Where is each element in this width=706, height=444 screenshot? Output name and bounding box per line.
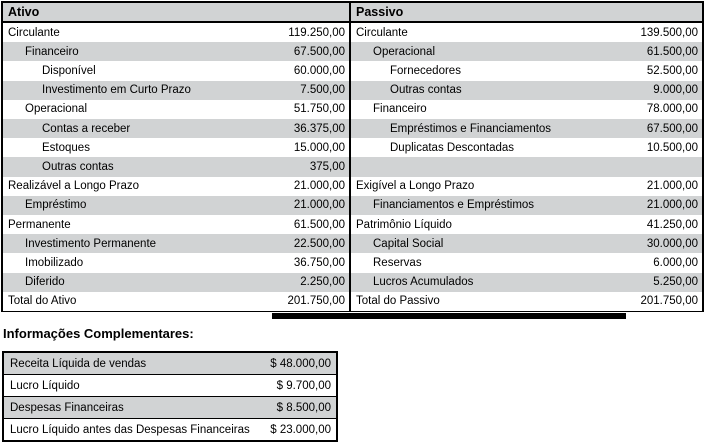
- row-value: 5.250,00: [653, 276, 698, 289]
- totals-underline: [272, 313, 626, 319]
- row-value: 9.000,00: [653, 84, 698, 97]
- row-value: 52.500,00: [646, 65, 698, 77]
- row-value: 2.250,00: [300, 276, 345, 289]
- table-row: [3, 273, 349, 292]
- table-row: [4, 396, 336, 418]
- row-value: 36.750,00: [293, 257, 345, 270]
- row-value: 201.750,00: [640, 295, 698, 308]
- row-value: 61.500,00: [293, 218, 345, 231]
- row-value: 67.500,00: [293, 45, 345, 58]
- row-label: Disponível: [42, 65, 96, 77]
- row-value: 41.250,00: [646, 218, 698, 231]
- table-row: [351, 273, 702, 292]
- row-value: 60.000,00: [293, 65, 345, 77]
- row-label: Lucro Líquido antes das Despesas Financeiras: [10, 423, 250, 436]
- row-label: Total do Ativo: [8, 295, 77, 308]
- row-value: 21.000,00: [646, 180, 698, 193]
- row-value: 119.250,00: [288, 26, 345, 39]
- row-label: Circulante: [8, 26, 60, 39]
- row-label: Despesas Financeiras: [10, 401, 124, 414]
- complementary-table: [2, 351, 338, 442]
- row-value: 21.000,00: [646, 199, 698, 212]
- table-row: [3, 119, 349, 138]
- row-label: Patrimônio Líquido: [356, 218, 452, 231]
- passivo-rows: [351, 23, 702, 311]
- row-value: 21.000,00: [293, 180, 345, 193]
- row-value: 10.500,00: [646, 141, 698, 154]
- row-label: Realizável a Longo Prazo: [8, 180, 140, 193]
- row-value: 7.500,00: [300, 84, 345, 97]
- balance-sheet-table: [1, 1, 704, 312]
- table-row: [351, 253, 702, 272]
- table-row: [351, 157, 702, 176]
- row-label: Circulante: [356, 26, 408, 39]
- row-label: Lucro Líquido: [10, 379, 80, 392]
- table-row: [351, 196, 702, 215]
- row-label: Investimento Permanente: [25, 237, 157, 250]
- table-row: [3, 138, 349, 157]
- row-label: Exigível a Longo Prazo: [356, 180, 475, 193]
- row-label: Investimento em Curto Prazo: [42, 84, 191, 97]
- table-row: [351, 292, 702, 311]
- row-label: Outras contas: [42, 161, 114, 174]
- row-label: Operacional: [25, 103, 88, 116]
- row-value: $ 48.000,00: [270, 357, 331, 370]
- row-value: $ 8.500,00: [276, 401, 331, 414]
- table-row: [3, 177, 349, 196]
- table-row: [3, 253, 349, 272]
- table-row: [3, 196, 349, 215]
- row-label: Empréstimos e Financiamentos: [390, 122, 552, 135]
- table-row: [4, 353, 336, 374]
- table-row: [351, 100, 702, 119]
- table-row: [3, 292, 349, 311]
- row-label: Total do Passivo: [356, 295, 440, 308]
- table-row: [4, 374, 336, 396]
- table-row: [351, 138, 702, 157]
- row-value: 67.500,00: [646, 122, 698, 135]
- table-row: [3, 61, 349, 80]
- row-label: Receita Líquida de vendas: [10, 357, 147, 370]
- table-row: [3, 42, 349, 61]
- row-label: Capital Social: [373, 237, 444, 250]
- row-value: $ 9.700,00: [276, 379, 331, 392]
- table-row: [3, 234, 349, 253]
- row-label: Contas a receber: [42, 122, 131, 135]
- ativo-rows: [3, 23, 349, 311]
- row-value: 30.000,00: [646, 237, 698, 250]
- table-row: [351, 42, 702, 61]
- table-row: [3, 157, 349, 176]
- table-row: [351, 177, 702, 196]
- table-row: [3, 215, 349, 234]
- ativo-header: Ativo: [3, 3, 349, 23]
- ativo-column: [3, 3, 349, 311]
- row-label: Reservas: [373, 257, 422, 270]
- table-row: [3, 100, 349, 119]
- row-label: Outras contas: [390, 84, 462, 97]
- row-label: Financiamentos e Empréstimos: [373, 199, 535, 212]
- row-value: 21.000,00: [293, 199, 345, 212]
- row-label: Imobilizado: [25, 257, 84, 270]
- complementary-heading: Informações Complementares:: [3, 326, 194, 341]
- row-value: $ 23.000,00: [270, 423, 331, 436]
- table-row: [351, 23, 702, 42]
- row-label: Diferido: [25, 276, 65, 289]
- row-value: 6.000,00: [653, 257, 698, 270]
- row-label: Operacional: [373, 45, 436, 58]
- row-value: 139.500,00: [640, 26, 698, 39]
- table-row: [351, 81, 702, 100]
- passivo-column: [349, 3, 702, 311]
- row-value: 78.000,00: [646, 103, 698, 116]
- row-label: Empréstimo: [25, 199, 87, 212]
- table-row: [351, 215, 702, 234]
- row-value: 36.375,00: [293, 122, 345, 135]
- row-label: Permanente: [8, 218, 71, 231]
- row-value: 201.750,00: [287, 295, 345, 308]
- row-value: 15.000,00: [293, 141, 345, 154]
- table-row: [351, 119, 702, 138]
- row-value: 51.750,00: [293, 103, 345, 116]
- row-label: Duplicatas Descontadas: [390, 141, 515, 154]
- row-value: 61.500,00: [646, 45, 698, 58]
- row-label: Lucros Acumulados: [373, 276, 474, 289]
- row-label: Fornecedores: [390, 65, 461, 77]
- row-value: 375,00: [309, 161, 345, 174]
- table-row: [4, 418, 336, 440]
- table-row: [3, 81, 349, 100]
- table-row: [351, 234, 702, 253]
- table-row: [3, 23, 349, 42]
- row-label: Estoques: [42, 141, 90, 154]
- passivo-header: Passivo: [351, 3, 702, 23]
- table-row: [351, 61, 702, 80]
- row-label: Financeiro: [25, 45, 79, 58]
- row-label: Financeiro: [373, 103, 427, 116]
- row-value: 22.500,00: [293, 237, 345, 250]
